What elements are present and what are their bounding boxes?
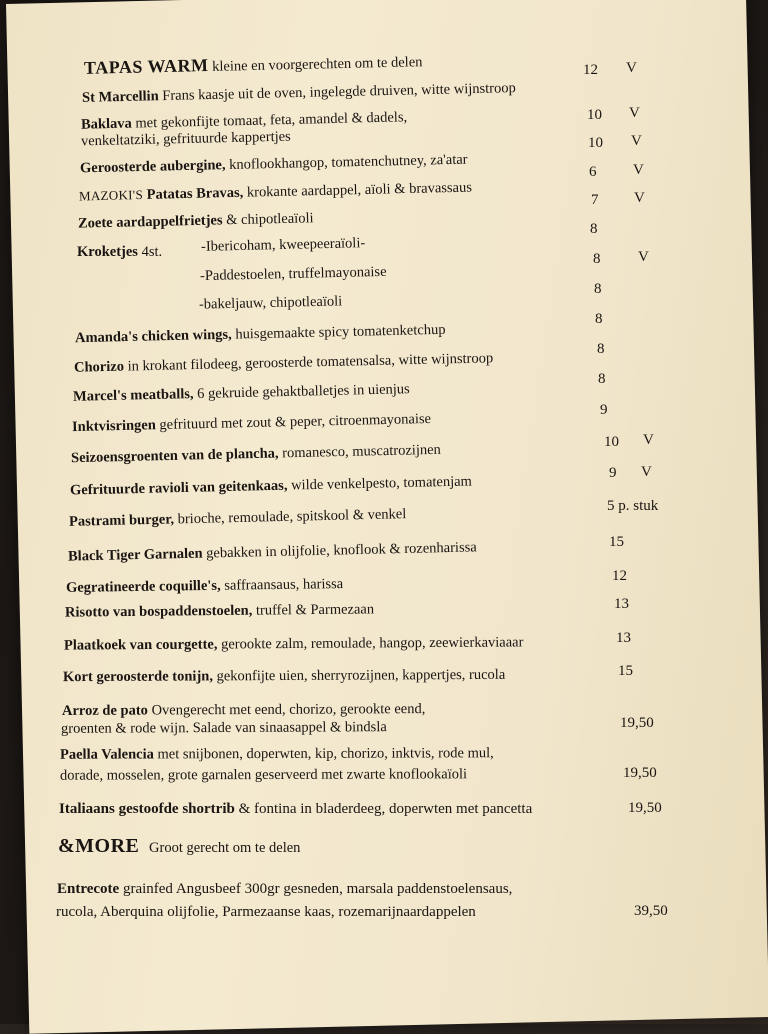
item-price: 13 bbox=[614, 596, 629, 612]
section-heading-tapas bbox=[84, 51, 423, 79]
item-description: wilde venkelpesto, tomatenjam bbox=[290, 473, 473, 494]
item-price: 8 bbox=[597, 341, 605, 357]
item-price: 9 bbox=[600, 402, 608, 418]
item-name: Arroz de pato bbox=[61, 702, 148, 719]
item-description: met gekonfijte tomaat, feta, amandel & dadels, bbox=[135, 109, 408, 132]
item-price: 9 bbox=[609, 465, 617, 481]
item-description: & chipotleaïoli bbox=[225, 210, 314, 229]
item-name: Risotto van bospaddenstoelen, bbox=[64, 602, 253, 621]
item-name: Paella Valencia bbox=[59, 746, 154, 763]
item-description: Frans kaasje uit de oven, ingelegde druiven, witte wijnstroop bbox=[162, 80, 516, 105]
item-price: 10 bbox=[604, 434, 619, 450]
item-name: Black Tiger Garnalen bbox=[67, 545, 203, 565]
item-price: 6 bbox=[589, 164, 597, 180]
menu-item bbox=[62, 700, 425, 720]
vegetarian-marker: V bbox=[638, 249, 649, 265]
item-name: Seizoensgroenten van de plancha, bbox=[70, 445, 279, 467]
item-description: met snijbonen, doperwten, kip, chorizo, inktvis, rode mul, bbox=[157, 745, 494, 763]
menu-item bbox=[64, 633, 524, 654]
vegetarian-marker: V bbox=[633, 162, 644, 178]
item-description: Ovengerecht met eend, chorizo, gerookte eend, bbox=[151, 701, 426, 719]
section-title: &MORE bbox=[58, 835, 140, 857]
item-name: Zoete aardappelfrietjes bbox=[77, 212, 223, 232]
item-name: Kroketjes bbox=[77, 244, 138, 260]
menu-item bbox=[68, 538, 477, 565]
item-name: Amanda's chicken wings, bbox=[74, 326, 232, 347]
menu-item bbox=[69, 505, 407, 531]
item-description: krokante aardappel, aïoli & bravassaus bbox=[246, 179, 473, 201]
item-description: gefrituurd met zout & peper, citroenmayonaise bbox=[159, 410, 432, 434]
item-description-line2: groenten & rode wijn. Salade van sinaasappel & bindsla bbox=[60, 719, 387, 737]
item-description: romanesco, muscatrozijnen bbox=[282, 441, 441, 462]
item-variant: -bakeljauw, chipotleaïoli bbox=[198, 293, 343, 313]
menu-item bbox=[71, 441, 441, 467]
item-name: Pastrami burger, bbox=[68, 511, 175, 530]
item-name: Chorizo bbox=[73, 358, 125, 376]
menu-item bbox=[65, 600, 374, 621]
item-variant: -Paddestoelen, truffelmayonaise bbox=[199, 263, 387, 285]
item-description: truffel & Parmezaan bbox=[255, 601, 375, 619]
item-price: 8 bbox=[590, 221, 598, 237]
menu-item bbox=[77, 243, 162, 261]
item-name: Gegratineerde coquille's, bbox=[65, 577, 221, 596]
item-description-line2: venkeltatziki, gefrituurde kappertjes bbox=[80, 128, 291, 150]
menu-item bbox=[80, 151, 468, 178]
vegetarian-marker: V bbox=[641, 464, 652, 480]
item-name-prefix: MAZOKI'S bbox=[78, 187, 144, 204]
menu-item bbox=[82, 79, 516, 107]
menu-item bbox=[79, 179, 472, 206]
menu-item bbox=[78, 209, 314, 232]
menu-item bbox=[72, 410, 431, 436]
item-price: 5 p. stuk bbox=[607, 498, 659, 514]
vegetarian-marker: V bbox=[634, 190, 645, 206]
item-description-line2: dorade, mosselen, grote garnalen geserveerd met zwarte knoflookaïoli bbox=[59, 766, 468, 784]
item-name: Gefrituurde ravioli van geitenkaas, bbox=[69, 477, 288, 499]
item-price: 15 bbox=[609, 534, 624, 550]
item-price: 7 bbox=[591, 192, 599, 208]
item-name: Italiaans gestoofde shortrib bbox=[59, 801, 235, 817]
item-price: 8 bbox=[594, 281, 602, 297]
item-description: saffraansaus, harissa bbox=[224, 576, 344, 594]
item-price: 19,50 bbox=[620, 715, 654, 731]
item-description: huisgemaakte spicy tomatenketchup bbox=[235, 321, 446, 343]
item-name: Baklava bbox=[80, 115, 132, 133]
item-price: 8 bbox=[593, 251, 601, 267]
item-price: 10 bbox=[588, 135, 603, 151]
section-subtitle: Groot gerecht om te delen bbox=[149, 840, 301, 856]
item-description: 6 gekruide gehaktballetjes in uienjus bbox=[197, 381, 410, 403]
item-price: 10 bbox=[587, 107, 602, 123]
item-description: gekonfijte uien, sherryrozijnen, kappertjes, rucola bbox=[216, 666, 506, 685]
section-subtitle: kleine en voorgerechten om te delen bbox=[211, 54, 423, 75]
item-price: 12 bbox=[612, 568, 627, 584]
item-description: knoflookhangop, tomatenchutney, za'atar bbox=[228, 151, 468, 174]
item-price: 8 bbox=[595, 311, 603, 327]
item-price: 39,50 bbox=[634, 903, 668, 919]
menu-item bbox=[63, 666, 505, 686]
menu-item bbox=[60, 744, 494, 764]
item-price: 13 bbox=[616, 630, 631, 646]
vegetarian-marker: V bbox=[631, 133, 642, 149]
item-name: Marcel's meatballs, bbox=[72, 386, 194, 405]
vegetarian-marker: V bbox=[629, 105, 640, 121]
item-variant: -Ibericoham, kweepeeraïoli- bbox=[200, 235, 366, 255]
item-description-line2: rucola, Aberquina olijfolie, Parmezaanse kaas, rozemarijnaardappelen bbox=[56, 904, 476, 920]
item-price: 15 bbox=[618, 663, 633, 679]
menu-item bbox=[73, 380, 410, 406]
item-name: Plaatkoek van courgette, bbox=[63, 636, 218, 654]
item-name: Inktvisringen bbox=[71, 417, 157, 436]
menu-item bbox=[74, 349, 494, 377]
item-price: 19,50 bbox=[628, 800, 662, 816]
menu-item bbox=[75, 321, 446, 347]
menu-item bbox=[57, 880, 512, 898]
item-name: Entrecote bbox=[57, 881, 120, 897]
menu-item bbox=[59, 800, 532, 818]
menu-item bbox=[66, 575, 343, 597]
item-price: 19,50 bbox=[623, 765, 657, 781]
item-name: St Marcellin bbox=[81, 88, 159, 106]
menu-item bbox=[70, 472, 472, 499]
vegetarian-marker: V bbox=[626, 60, 637, 76]
item-description: grainfed Angusbeef 300gr gesneden, marsala paddenstoelensaus, bbox=[122, 881, 513, 897]
vegetarian-marker: V bbox=[643, 432, 654, 448]
item-price: 12 bbox=[583, 62, 598, 78]
item-description: gerookte zalm, remoulade, hangop, zeewierkaviaaar bbox=[221, 634, 524, 653]
item-description: & fontina in bladerdeeg, doperwten met pancetta bbox=[238, 801, 533, 817]
section-heading-more bbox=[58, 834, 300, 860]
item-description: in krokant filodeeg, geroosterde tomatensalsa, witte wijnstroop bbox=[127, 350, 494, 375]
item-name: Geroosterde aubergine, bbox=[79, 157, 226, 177]
item-description: gebakken in olijfolie, knoflook & rozenharissa bbox=[206, 539, 477, 562]
item-name: Patatas Bravas, bbox=[146, 184, 244, 203]
section-title: TAPAS WARM bbox=[83, 55, 209, 78]
item-description: brioche, remoulade, spitskool & venkel bbox=[177, 506, 407, 528]
item-description: 4st. bbox=[141, 244, 163, 260]
item-price: 8 bbox=[598, 371, 606, 387]
item-name: Kort geroosterde tonijn, bbox=[62, 668, 213, 686]
